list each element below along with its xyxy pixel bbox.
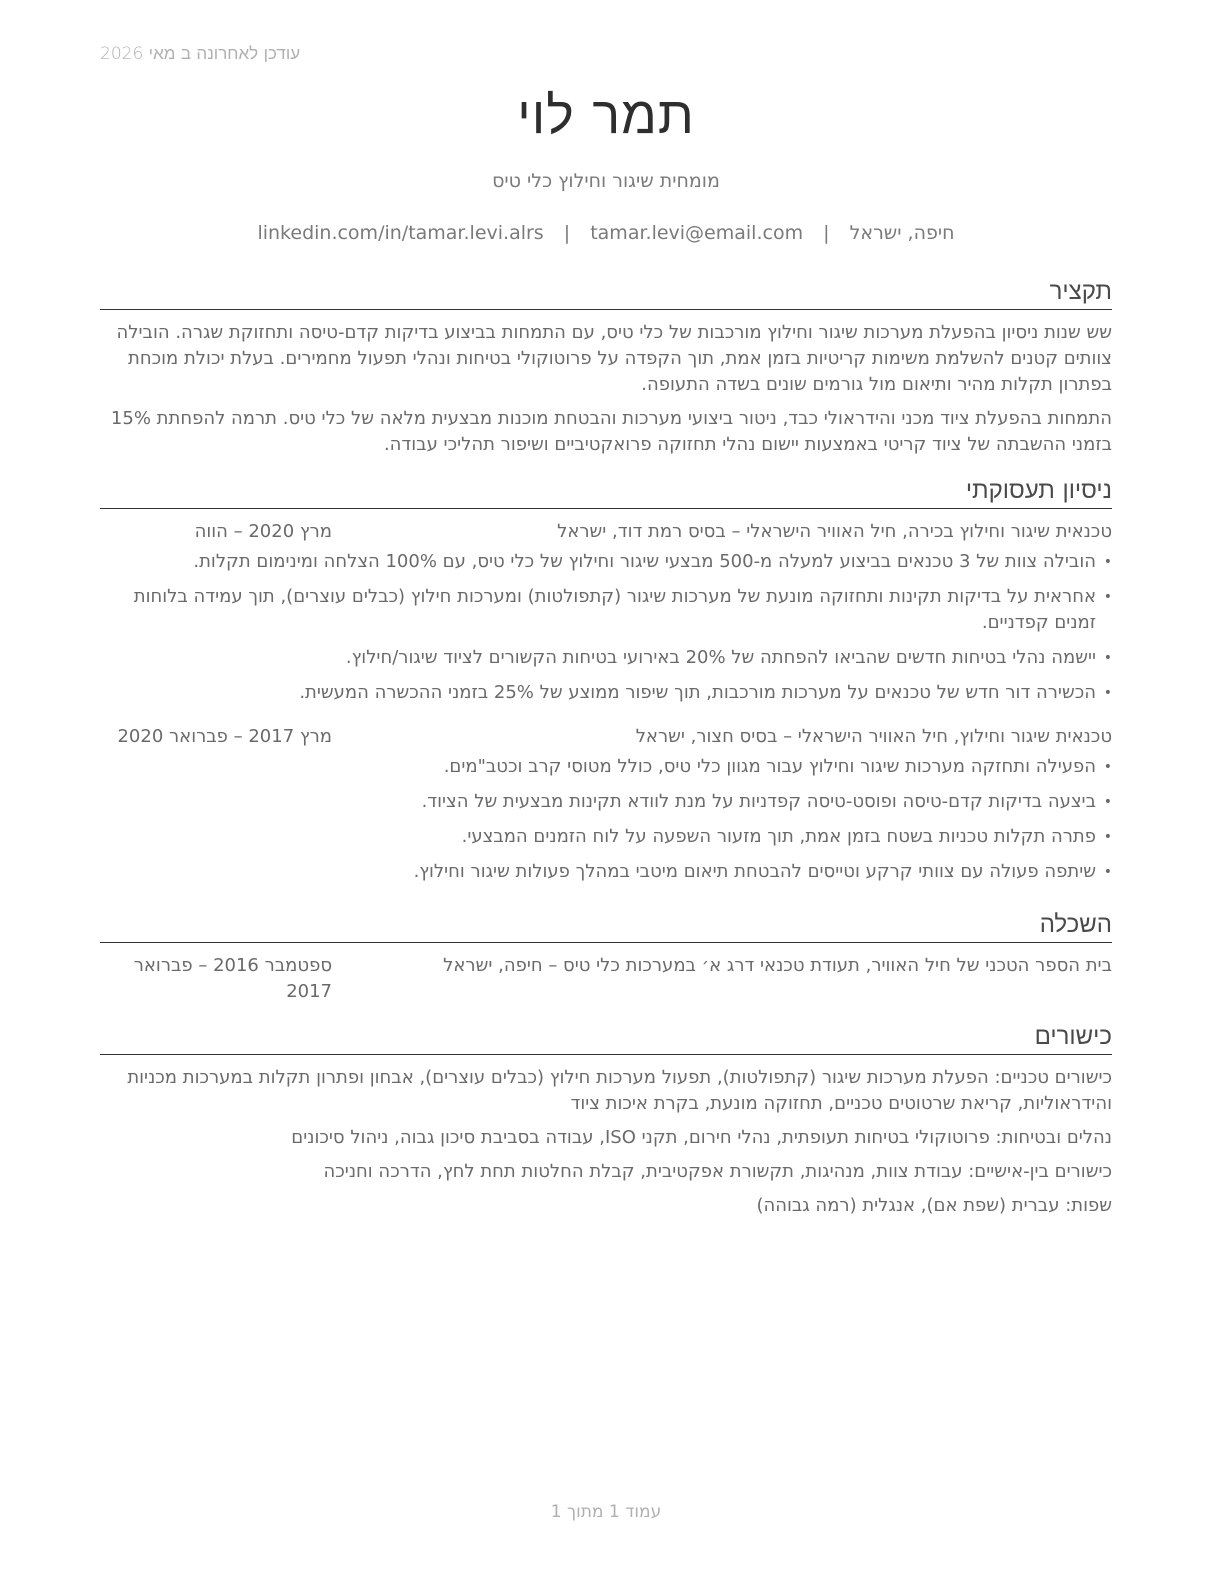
list-item: • הובילה צוות של 3 טכנאים בביצוע למעלה מ-500 מבצעי שיגור וחילוץ של כלי טיס, עם 100% הצלחה ומינימום תקלות. [100,549,1112,575]
list-item: • יישמה נהלי בטיחות חדשים שהביאו להפחתה של 20% באירועי בטיחות הקשורים לציוד שיגור/חילוץ. [100,645,1112,671]
job-bullets [100,754,1112,885]
bullet-icon: • [1103,759,1112,775]
skills-line: כישורים טכניים: הפעלת מערכות שיגור (קתפולטות), תפעול מערכות חילוץ (כבלים עוצרים), אבחון ופתרון תקלות במערכות מכניות והידראוליות, קריאת שרטוטים טכניים, תחזוקה מונעת, בקרת איכות ציוד [127,1067,1112,1114]
education-entry [100,955,1112,1007]
list-item: • אחראית על בדיקות תקינות ותחזוקה מונעת של מערכות שיגור (קתפולטות) ומערכות חילוץ (כבלים עוצרים), תוך עמידה בלוחות זמנים קפדניים. [133,586,1112,633]
list-item: • הכשירה דור חדש של טכנאים על מערכות מורכבות, תוך שיפור ממוצע של 25% בזמני ההכשרה המעשית. [100,680,1112,706]
bullet-icon: • [1103,829,1112,845]
candidate-name: תמר לוי [517,86,695,146]
job-entry [100,726,1112,885]
bullet-icon: • [1103,650,1112,666]
list-item: • שיתפה פעולה עם צוותי קרקע וטייסים להבטחת תיאום מיטבי במהלך פעולות שיגור וחילוץ. [100,859,1112,885]
contact-location: חיפה, ישראל [849,222,955,244]
list-item: • ביצעה בדיקות קדם-טיסה ופוסט-טיסה קפדניות על מנת לוודא תקינות מבצעית של הציוד. [100,789,1112,815]
contact-email[interactable]: tamar.levi@email.com [590,222,804,244]
job-header [100,521,1112,549]
list-item: • פתרה תקלות טכניות בשטח בזמן אמת, תוך מזעור השפעה על לוח הזמנים המבצעי. [100,824,1112,850]
bullet-icon: • [1103,864,1112,880]
job-dates: מרץ 2020 – הווה [194,521,332,542]
page-number: עמוד 1 מתוך 1 [550,1502,662,1522]
section-title-education: השכלה [100,909,1112,943]
experience-section [100,475,1112,894]
skills-line: כישורים בין-אישיים: עבודת צוות, מנהיגות, תקשורת אפקטיבית, קבלת החלטות תחת לחץ, הדרכה וחניכה [323,1161,1112,1182]
contact-linkedin[interactable]: linkedin.com/in/tamar.levi.alrs [257,222,544,244]
job-entry [100,521,1112,706]
education-institution: בית הספר הטכני של חיל האוויר, תעודת טכנאי דרג א׳ במערכות כלי טיס – חיפה, ישראל [443,955,1112,976]
bullet-icon: • [1103,794,1112,810]
section-title-experience: ניסיון תעסוקתי [100,475,1112,509]
job-header [100,726,1112,754]
education-section [100,909,1112,1007]
bullet-icon: • [1103,554,1112,570]
resume-page [100,0,1112,1584]
contact-line [100,222,1112,244]
section-title-summary: תקציר [100,276,1112,310]
list-item: • הפעילה ותחזקה מערכות שיגור וחילוץ עבור מגוון כלי טיס, כולל מטוסי קרב וכטב"מים. [100,754,1112,780]
skills-line: נהלים ובטיחות: פרוטוקולי בטיחות תעופתית, נהלי חירום, תקני ISO, עבודה בסביבת סיכון גבוה, ניהול סיכונים [291,1127,1112,1148]
job-bullets [100,549,1112,706]
contact-separator: | [823,222,830,244]
job-title: טכנאית שיגור וחילוץ בכירה, חיל האוויר הישראלי – בסיס רמת דוד, ישראל [557,521,1112,542]
bullet-icon: • [1103,685,1112,701]
summary-paragraph: שש שנות ניסיון בהפעלת מערכות שיגור וחילוץ מורכבות של כלי טיס, עם התמחות בביצוע בדיקות קדם-טיסה ותחזוקת שגרה. הובילה צוותים קטנים להשלמת משימות קריטיות בזמן אמת, תוך הקפדה על פרוטוקולי בטיחות ונהלי תפעול מחמירים. בעלת יכולת מוכחת בפתרון תקלות מהיר ותיאום מול גורמים שונים בשדה התעופה. [116,322,1112,395]
summary-paragraph: התמחות בהפעלת ציוד מכני והידראולי כבד, ניטור ביצועי מערכות והבטחת מוכנות מבצעית מלאה של כלי טיס. תרמה להפחתת 15% בזמני ההשבתה של ציוד קריטי באמצעות יישום נהלי תחזוקה פרואקטיביים ושיפור תהליכי עבודה. [110,408,1112,455]
bullet-icon: • [1103,589,1112,605]
last-updated: עודכן לאחרונה ב מאי 2026 [100,44,301,64]
skills-section [100,1021,1112,1219]
contact-separator: | [563,222,571,244]
education-dates: ספטמבר 2016 – פברואר 2017 [133,955,332,1002]
skills-line: שפות: עברית (שפת אם), אנגלית (רמה גבוהה) [756,1195,1112,1216]
summary-section [100,276,1112,458]
candidate-title: מומחית שיגור וחילוץ כלי טיס [492,170,720,192]
job-dates: מרץ 2017 – פברואר 2020 [117,726,332,747]
section-title-skills: כישורים [100,1021,1112,1055]
job-title: טכנאית שיגור וחילוץ, חיל האוויר הישראלי – בסיס חצור, ישראל [635,726,1112,747]
